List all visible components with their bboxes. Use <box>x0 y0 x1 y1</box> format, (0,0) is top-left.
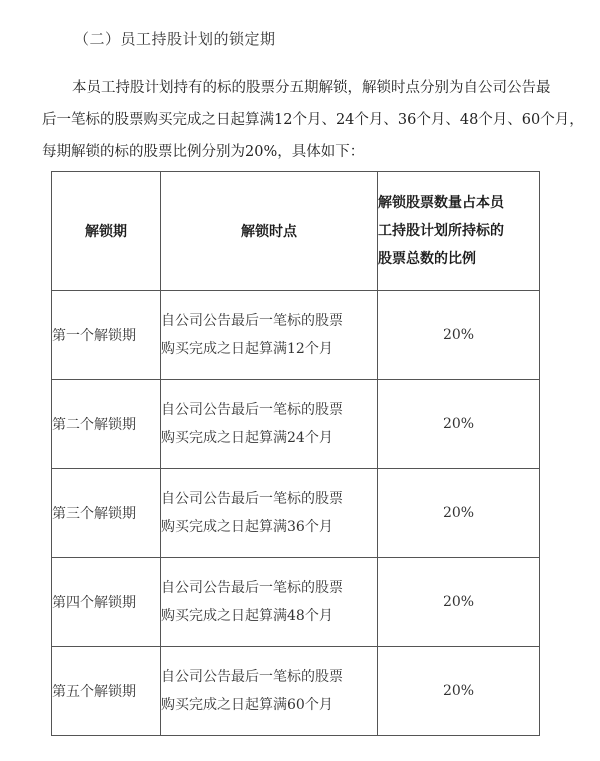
paragraph-line: 每期解锁的标的股票比例分别为20%，具体如下： <box>42 144 365 160</box>
header-ratio-line: 股票总数的比例 <box>378 251 476 267</box>
header-ratio-line: 工持股计划所持标的 <box>378 223 504 239</box>
table-row <box>52 380 540 469</box>
table-row <box>52 558 540 647</box>
unlock-ratio-cell: 20% <box>378 291 540 380</box>
unlock-schedule-table <box>51 171 540 736</box>
header-unlock-period: 解锁期 <box>52 172 161 291</box>
table-row <box>52 469 540 558</box>
unlock-time-cell <box>161 469 378 558</box>
unlock-ratio-cell: 20% <box>378 380 540 469</box>
unlock-period-cell: 第一个解锁期 <box>52 291 161 380</box>
unlock-time-line: 自公司公告最后一笔标的股票 <box>161 491 343 507</box>
intro-paragraph <box>42 72 584 168</box>
unlock-time-cell <box>161 647 378 736</box>
unlock-ratio-cell: 20% <box>378 469 540 558</box>
unlock-period-cell: 第三个解锁期 <box>52 469 161 558</box>
unlock-period-cell: 第四个解锁期 <box>52 558 161 647</box>
unlock-time-line: 购买完成之日起算满60个月 <box>161 697 333 713</box>
unlock-time-line: 购买完成之日起算满24个月 <box>161 430 333 446</box>
paragraph-line: 本员工持股计划持有的标的股票分五期解锁，解锁时点分别为自公司公告最 <box>72 80 551 96</box>
header-unlock-time: 解锁时点 <box>161 172 378 291</box>
unlock-time-line: 自公司公告最后一笔标的股票 <box>161 580 343 596</box>
header-ratio-line: 解锁股票数量占本员 <box>378 195 504 211</box>
unlock-period-cell: 第二个解锁期 <box>52 380 161 469</box>
unlock-time-line: 自公司公告最后一笔标的股票 <box>161 402 343 418</box>
unlock-time-line: 购买完成之日起算满48个月 <box>161 608 333 624</box>
header-unlock-ratio <box>378 172 540 291</box>
unlock-time-cell <box>161 291 378 380</box>
table-header-row <box>52 172 540 291</box>
unlock-time-cell <box>161 558 378 647</box>
table-row <box>52 291 540 380</box>
unlock-time-cell <box>161 380 378 469</box>
unlock-ratio-cell: 20% <box>378 558 540 647</box>
unlock-time-line: 自公司公告最后一笔标的股票 <box>161 313 343 329</box>
unlock-time-line: 购买完成之日起算满36个月 <box>161 519 333 535</box>
unlock-ratio-cell: 20% <box>378 647 540 736</box>
section-heading: （二）员工持股计划的锁定期 <box>74 30 276 48</box>
paragraph-line: 后一笔标的股票购买完成之日起算满12个月、24个月、36个月、48个月、60个月， <box>42 112 584 128</box>
table-row <box>52 647 540 736</box>
unlock-time-line: 自公司公告最后一笔标的股票 <box>161 669 343 685</box>
unlock-time-line: 购买完成之日起算满12个月 <box>161 341 333 357</box>
unlock-period-cell: 第五个解锁期 <box>52 647 161 736</box>
